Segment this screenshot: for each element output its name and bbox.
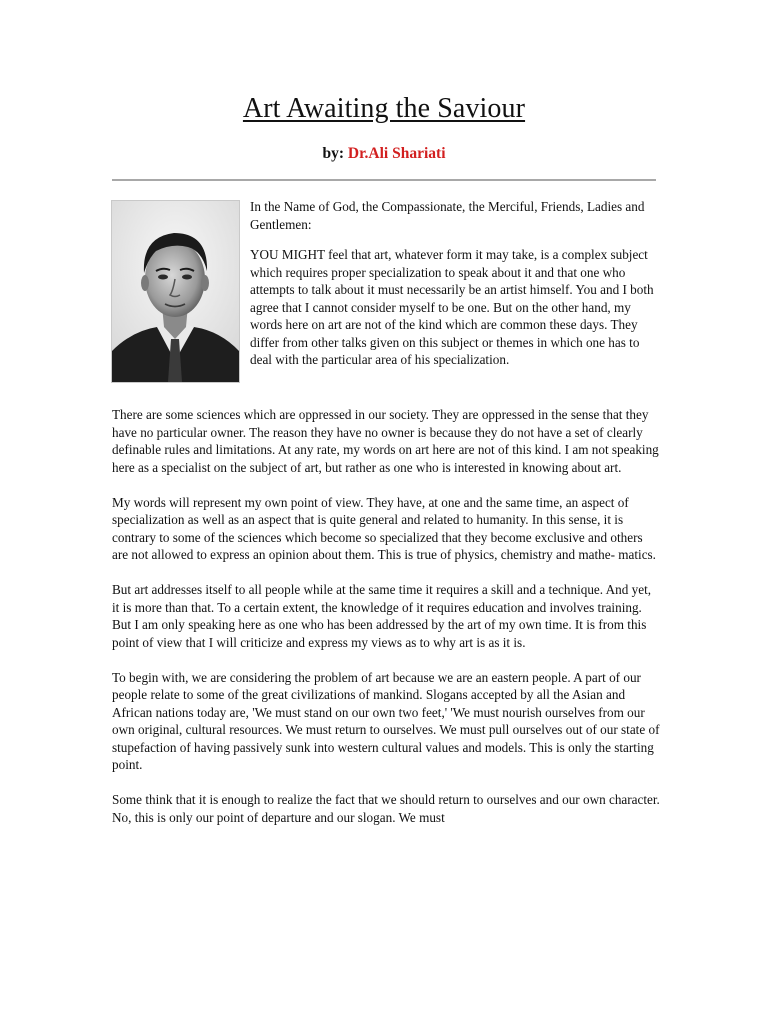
intro-paragraph: In the Name of God, the Compassionate, the Merciful, Friends, Ladies and Gentlemen: xyxy=(250,199,645,232)
body-paragraph: But art addresses itself to all people while at the same time it requires a skill and a technique. And yet, it is more than that. To a certain extent, the knowledge of it requires education and involves training. But I am only speaking here as one who has been addressed by the art of my own time. It is from this point of view that I will criticize and express my views as to why art is as it is. xyxy=(112,582,652,650)
body-paragraph: Some think that it is enough to realize the fact that we should return to ourselves and our own character. No, this is only our point of departure and our slogan. We must xyxy=(112,792,660,825)
intro-text-column xyxy=(250,198,660,382)
intro-paragraph: YOU MIGHT feel that art, whatever form it may take, is a complex subject which requires proper specialization to speak about it and that one who attempts to talk about it must necessarily be an artist himself. You and I both agree that I cannot consider myself to be one. But on the other hand, my words here on art are not of the kind which are common these days. They differ from other talks given on this subject or themes in which one has to deal with the particular area of his specialization. xyxy=(250,247,654,367)
body-paragraph: There are some sciences which are oppressed in our society. They are oppressed in the sense that they have no particular owner. The reason they have no owner is because they do not have a set of clearly definable rules and limitations. At any rate, my words on art here are not of this kind. I am not speaking here as a specialist on the subject of art, but rather as one who is interested in knowing about art. xyxy=(112,407,659,475)
body-text-column xyxy=(112,406,660,844)
byline-prefix: by: xyxy=(322,145,345,162)
byline-author: Dr.Ali Shariati xyxy=(347,145,446,162)
byline xyxy=(0,144,768,164)
document-title: Art Awaiting the Saviour xyxy=(242,93,526,124)
body-paragraph: To begin with, we are considering the problem of art because we are an eastern people. A part of our people relate to some of the great civilizations of mankind. Slogans accepted by all the Asian and African nations today are, 'We must stand on our own two feet,' 'We must nourish ourselves from our own original, cultural resources. We must return to ourselves. We must pull ourselves out of our state of stupefaction of having passively sunk into western cultural values and models. This is only the starting point. xyxy=(112,669,660,772)
body-paragraph: My words will represent my own point of view. They have, at one and the same time, an aspect of specialization as well as an aspect that is quite general and related to humanity. In this sense, it is contrary to some of the sciences which become so specialized that they become exclusive and others are not allowed to express an opinion about them. This is true of physics, chemistry and mathe- matics. xyxy=(112,494,656,562)
author-portrait-photo xyxy=(111,200,240,383)
horizontal-divider xyxy=(112,179,656,181)
